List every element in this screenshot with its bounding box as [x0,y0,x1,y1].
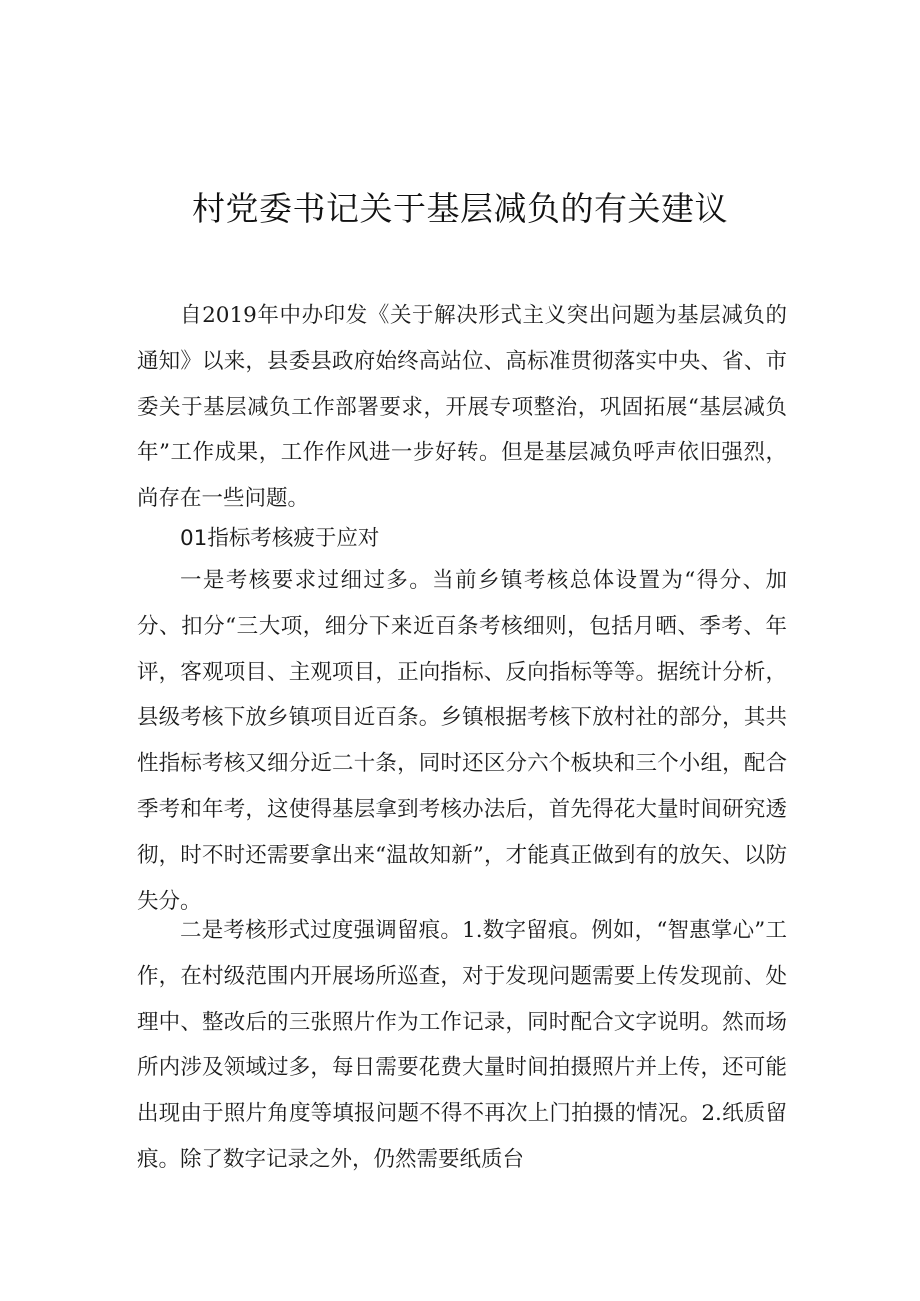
intro-paragraph: 自2019年中办印发《关于解决形式主义突出问题为基层减负的通知》以来，县委县政府始终高站位、高标准贯彻落实中央、省、市委关于基层减负工作部署要求，开展专项整治，巩固拓展“基层减负年”工作成果，工作作风进一步好转。但是基层减负呼声依旧强烈，尚存在一些问题。 [137,303,787,512]
intro-paragraph-block [137,293,787,522]
document-title: 村党委书记关于基层减负的有关建议 [192,189,728,228]
section-heading: 01指标考核疲于应对 [180,526,380,551]
body-paragraph-1: 一是考核要求过细过多。当前乡镇考核总体设置为“得分、加分、扣分“三大项，细分下来近百条考核细则，包括月晒、季考、年评，客观项目、主观项目，正向指标、反向指标等等。据统计分析，县级考核下放乡镇项目近百条。乡镇根据考核下放村社的部分，其共性指标考核又细分近二十条，同时还区分六个板块和三个小组，配合季考和年考，这使得基层拿到考核办法后，首先得花大量时间研究透彻，时不时还需要拿出来“温故知新”，才能真正做到有的放矢、以防失分。 [137,568,787,914]
body-paragraph-2: 二是考核形式过度强调留痕。1.数字留痕。例如，“智惠掌心”工作，在村级范围内开展场所巡查，对于发现问题需要上传发现前、处理中、整改后的三张照片作为工作记录，同时配合文字说明。然而场所内涉及领域过多，每日需要花费大量时间拍摄照片并上传，还可能出现由于照片角度等填报问题不得不再次上门拍摄的情况。2.纸质留痕。除了数字记录之外，仍然需要纸质台 [137,918,787,1172]
paragraph-block-2 [137,908,787,1183]
paragraph-block-1 [137,558,787,924]
